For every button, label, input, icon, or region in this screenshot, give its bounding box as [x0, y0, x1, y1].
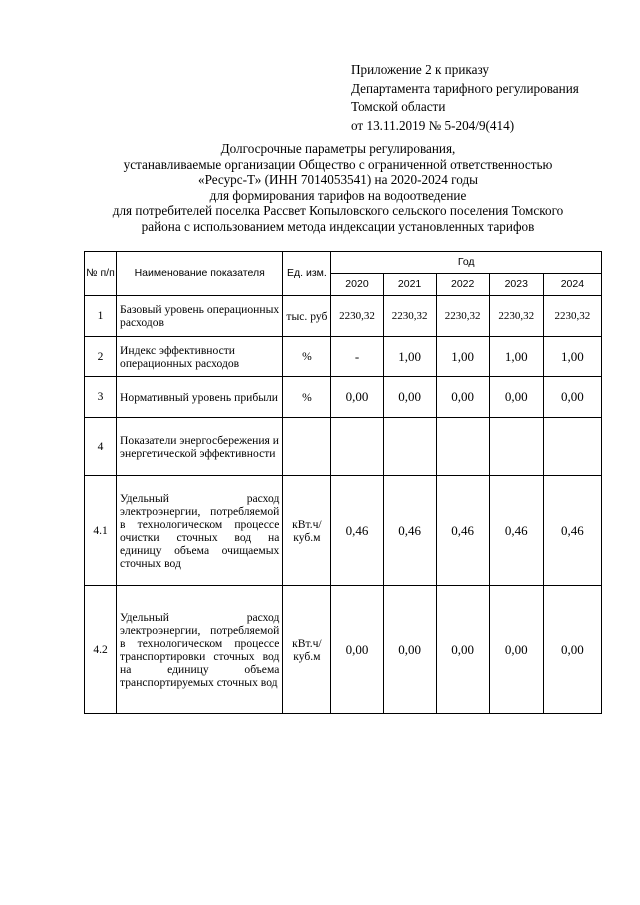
row-value	[543, 418, 601, 476]
appendix-line: Томской области	[351, 99, 446, 114]
row-value: 0,00	[543, 586, 601, 714]
row-value: 1,00	[489, 337, 543, 377]
row-value: 0,00	[436, 377, 489, 418]
row-unit: тыс. руб	[283, 296, 331, 337]
title-line: «Ресурс-Т» (ИНН 7014053541) на 2020-2024 годы	[197, 172, 479, 188]
table-row	[85, 377, 602, 418]
title-line: устанавливаемые организации Общество с ограниченной ответственностью	[123, 156, 553, 172]
row-name: Удельный расход электроэнергии, потребляемой в технологическом процессе транспортировки сточных вод на единицу объема транспортируемых сточных вод	[117, 586, 283, 714]
row-value	[436, 418, 489, 476]
header-year: 2020	[331, 274, 383, 296]
title-line: Долгосрочные параметры регулирования,	[220, 141, 456, 156]
title-line: для потребителей поселка Рассвет Копыловского сельского поселения Томского	[112, 203, 564, 219]
table-row	[85, 337, 602, 377]
title-line: для формирования тарифов на водоотведение	[209, 187, 467, 203]
row-unit: %	[283, 377, 331, 418]
row-unit: %	[283, 337, 331, 377]
row-value: 1,00	[383, 337, 436, 377]
row-value: 1,00	[436, 337, 489, 377]
row-num: 4.1	[85, 476, 117, 586]
table-row	[85, 296, 602, 337]
row-value: 0,00	[383, 377, 436, 418]
table-row	[85, 586, 602, 714]
document-title	[80, 141, 596, 235]
row-name: Показатели энергосбережения и энергетической эффективности	[117, 418, 283, 476]
row-value	[489, 418, 543, 476]
appendix-line: от 13.11.2019 № 5-204/9(414)	[351, 117, 515, 133]
header-year: 2023	[489, 274, 543, 296]
row-value	[331, 418, 383, 476]
row-value: 0,46	[543, 476, 601, 586]
appendix-line: Приложение 2 к приказу	[351, 62, 489, 77]
parameters-table	[84, 251, 602, 714]
header-num: № п/п	[85, 252, 117, 296]
row-value: 2230,32	[489, 296, 543, 337]
header-year: 2021	[383, 274, 436, 296]
title-line: района с использованием метода индексации установленных тарифов	[141, 218, 535, 234]
row-num: 4	[85, 418, 117, 476]
row-num: 4.2	[85, 586, 117, 714]
row-value: 2230,32	[383, 296, 436, 337]
row-value: 2230,32	[543, 296, 601, 337]
header-year: 2024	[543, 274, 601, 296]
row-name: Удельный расход электроэнергии, потребляемой в технологическом процессе очистки сточных вод на единицу объема очищаемых сточных вод	[117, 476, 283, 586]
row-value: 0,00	[489, 377, 543, 418]
row-value: 0,00	[331, 377, 383, 418]
header-year-group: Год	[331, 252, 602, 274]
row-value: 0,46	[436, 476, 489, 586]
row-name: Нормативный уровень прибыли	[117, 377, 283, 418]
row-num: 2	[85, 337, 117, 377]
header-year: 2022	[436, 274, 489, 296]
row-value: 0,00	[436, 586, 489, 714]
header-unit: Ед. изм.	[283, 252, 331, 296]
header-name: Наименование показателя	[117, 252, 283, 296]
row-value: -	[331, 337, 383, 377]
table-row	[85, 476, 602, 586]
row-value: 0,46	[331, 476, 383, 586]
row-num: 3	[85, 377, 117, 418]
row-value: 2230,32	[436, 296, 489, 337]
appendix-block	[351, 61, 611, 135]
table-row	[85, 418, 602, 476]
row-unit: кВт.ч/ куб.м	[283, 476, 331, 586]
row-value: 0,00	[489, 586, 543, 714]
row-value: 2230,32	[331, 296, 383, 337]
row-value: 1,00	[543, 337, 601, 377]
row-value: 0,46	[489, 476, 543, 586]
row-value: 0,00	[331, 586, 383, 714]
row-value: 0,00	[383, 586, 436, 714]
row-name: Базовый уровень операционных расходов	[117, 296, 283, 337]
row-value: 0,46	[383, 476, 436, 586]
row-value: 0,00	[543, 377, 601, 418]
appendix-line: Департамента тарифного регулирования	[351, 80, 579, 96]
row-unit: кВт.ч/ куб.м	[283, 586, 331, 714]
row-name: Индекс эффективности операционных расходов	[117, 337, 283, 377]
row-num: 1	[85, 296, 117, 337]
row-unit	[283, 418, 331, 476]
row-value	[383, 418, 436, 476]
